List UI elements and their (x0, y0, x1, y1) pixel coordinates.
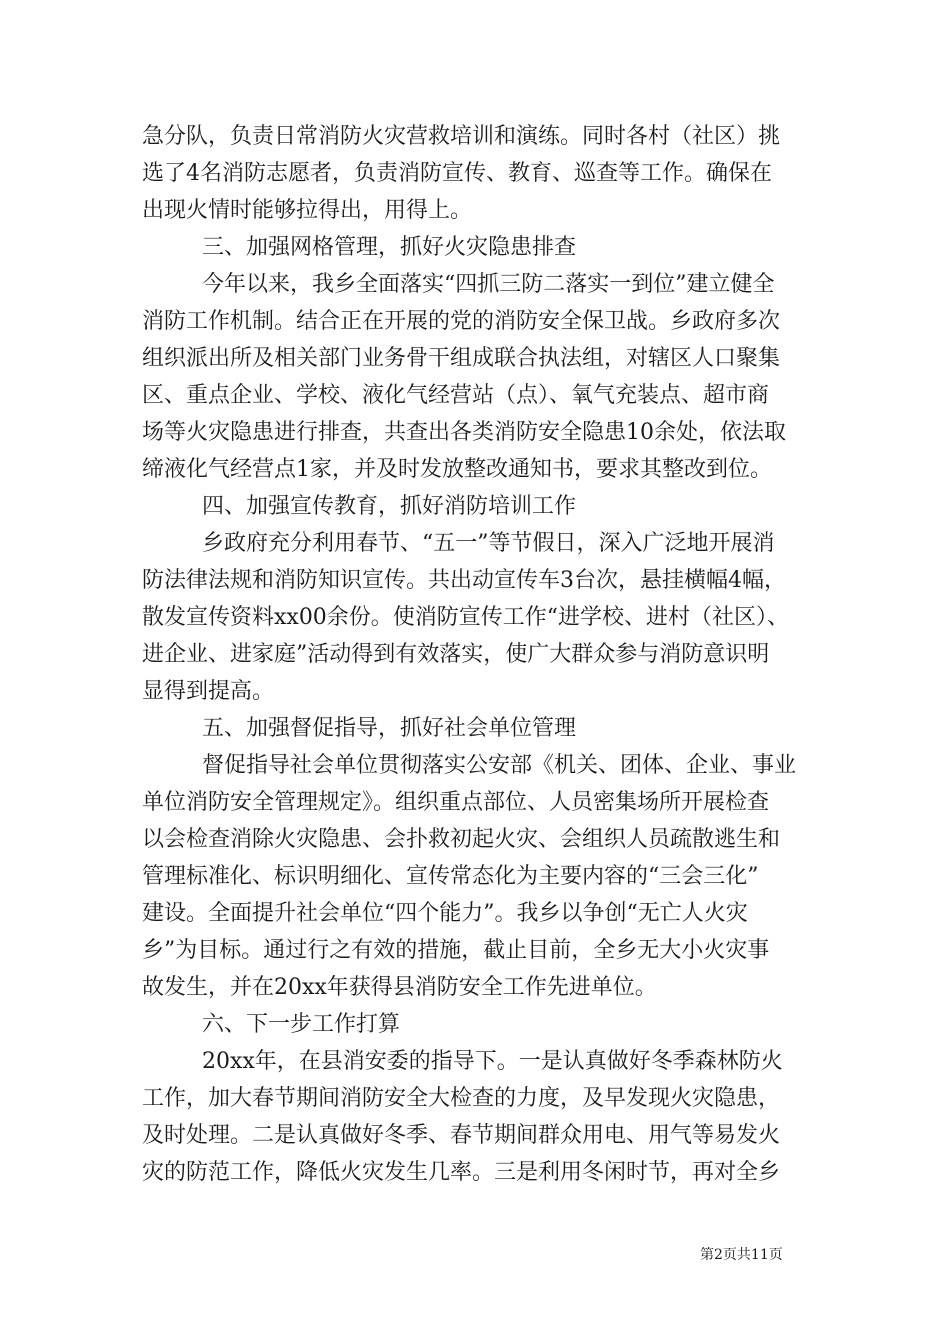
text-line: 工作，加大春节期间消防安全大检查的力度，及早发现火灾隐患， (142, 1086, 781, 1111)
text-line: 灾的防范工作，降低火灾发生几率。三是利用冬闲时节，再对全乡 (142, 1160, 781, 1185)
text-line: 乡”为目标。通过行之有效的措施，截止目前，全乡无大小火灾事 (142, 938, 770, 963)
text-line: 单位消防安全管理规定》。组织重点部位、人员密集场所开展检查 (142, 790, 770, 815)
paragraph (142, 525, 822, 710)
heading-text: 四、加强宣传教育，抓好消防培训工作 (202, 494, 577, 519)
section-heading (142, 710, 822, 747)
text-line: 进企业、进家庭”活动得到有效落实，使广大群众参与消防意识明 (142, 642, 770, 667)
document-body (142, 118, 822, 1191)
text-line: 场等火灾隐患进行排查，共查出各类消防安全隐患10余处，依法取 (142, 420, 786, 445)
text-line: 故发生，并在20xx年获得县消防安全工作先进单位。 (142, 975, 657, 1000)
text-line: 督促指导社会单位贯彻落实公安部《机关、团体、企业、事业 (202, 753, 797, 778)
heading-text: 三、加强网格管理，抓好火灾隐患排查 (202, 235, 577, 260)
text-line: 区、重点企业、学校、液化气经营站（点）、氧气充装点、超市商 (142, 383, 770, 408)
section-heading (142, 229, 822, 266)
text-line: 散发宣传资料xx00余份。使消防宣传工作“进学校、进村（社区）、 (142, 605, 790, 630)
text-line: 选了4名消防志愿者，负责消防宣传、教育、巡查等工作。确保在 (142, 161, 772, 186)
heading-text: 六、下一步工作打算 (202, 1012, 401, 1037)
text-line: 今年以来，我乡全面落实“四抓三防二落实一到位”建立健全 (202, 272, 775, 297)
text-line: 防法律法规和消防知识宣传。共出动宣传车3台次，悬挂横幅4幅， (142, 568, 786, 593)
section-heading (142, 488, 822, 525)
text-line: 出现火情时能够拉得出，用得上。 (142, 198, 473, 223)
text-line: 及时处理。二是认真做好冬季、春节期间群众用电、用气等易发火 (142, 1123, 781, 1148)
heading-text: 五、加强督促指导，抓好社会单位管理 (202, 716, 577, 741)
text-line: 管理标准化、标识明细化、宣传常态化为主要内容的“三会三化” (142, 864, 759, 889)
paragraph (142, 747, 822, 1006)
text-line: 建设。全面提升社会单位“四个能力”。我乡以争创“无亡人火灾 (142, 901, 748, 926)
text-line: 缔液化气经营点1家，并及时发放整改通知书，要求其整改到位。 (142, 457, 772, 482)
paragraph (142, 118, 822, 229)
text-line: 急分队，负责日常消防火灾营救培训和演练。同时各村（社区）挑 (142, 124, 781, 149)
text-line: 组织派出所及相关部门业务骨干组成联合执法组，对辖区人口聚集 (142, 346, 781, 371)
section-heading (142, 1006, 822, 1043)
text-line: 20xx年，在县消安委的指导下。一是认真做好冬季森林防火 (202, 1049, 783, 1074)
text-line: 以会检查消除火灾隐患、会扑救初起火灾、会组织人员疏散逃生和 (142, 827, 781, 852)
text-line: 消防工作机制。结合正在开展的党的消防安全保卫战。乡政府多次 (142, 309, 781, 334)
paragraph (142, 1043, 822, 1191)
paragraph (142, 266, 822, 488)
text-line: 显得到提高。 (142, 679, 275, 704)
text-line: 乡政府充分利用春节、“五一”等节假日，深入广泛地开展消 (202, 531, 775, 556)
page-number: 第2页共11页 (700, 1247, 783, 1263)
